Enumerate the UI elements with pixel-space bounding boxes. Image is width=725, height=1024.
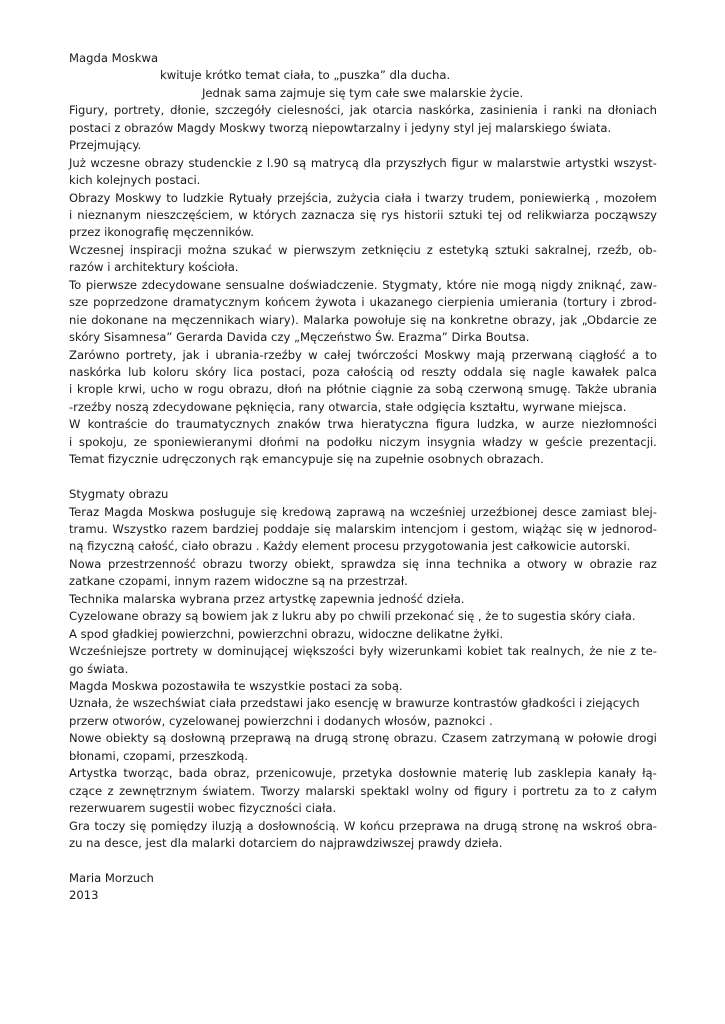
section-2-body <box>69 504 657 853</box>
intro-line-2: Jednak sama zajmuje się tym całe swe malarskie życie. <box>202 85 524 100</box>
text-line: zatkane czopami, innym razem widoczne są na przestrzał. <box>69 574 408 589</box>
text-line: razów i architektury kościoła. <box>69 260 239 275</box>
paragraph-gap <box>69 852 657 869</box>
text-line: czące z zewnętrznym światem. Tworzy malarski spektakl wolny od figury i portretu za to z całym <box>69 783 657 798</box>
text-line: Nowe obiekty są dosłowną przeprawą na drugą stronę obrazu. Czasem zatrzymaną w połowie drogi <box>69 731 657 746</box>
text-line: i nieznanym nieszczęściem, w których zaznacza się rys historii sztuki tej od relikwiarza począwszy <box>69 207 657 222</box>
text-line: To pierwsze zdecydowane sensualne doświadczenie. Stygmaty, które nie mogą nigdy zniknąć, zaw- <box>69 277 657 292</box>
text-line: przerw otworów, cyzelowanej powierzchni i dodanych włosów, paznokci . <box>69 713 493 728</box>
section-1-body <box>69 102 657 468</box>
text-line: naskórka lub koloru skóry lica postaci, poza całością od reszty oddala się nagle kawałek palca <box>69 365 657 380</box>
text-line: Cyzelowane obrazy są bowiem jak z lukru aby po chwili przekonać się , że to sugestia skóry ciała. <box>69 609 636 624</box>
text-line: W kontraście do traumatycznych znaków trwa hieratyczna figura ludzka, w aurze niezłomności <box>69 417 657 432</box>
text-line: Już wczesne obrazy studenckie z l.90 są matrycą dla przyszłych figur w malarstwie artystki wszyst- <box>69 155 657 170</box>
text-line: Gra toczy się pomiędzy iluzją a dosłownością. W końcu przeprawa na drugą stronę na wskroś obra- <box>69 818 657 833</box>
text-line: postaci z obrazów Magdy Moskwy tworzą niepowtarzalny i jedyny styl jej malarskiego świata. <box>69 120 612 135</box>
text-line: i krople krwi, ucho w rogu obrazu, dłoń na płótnie ciągnie za sobą czerwoną smugę. Także ubrania <box>69 382 657 397</box>
paragraph-gap <box>69 469 657 486</box>
text-line: Zarówno portrety, jak i ubrania-rzeźby w całej twórczości Moskwy mają przerwaną ciągłość a to <box>69 347 657 362</box>
text-line: Technika malarska wybrana przez artystkę zapewnia jedność dzieła. <box>69 591 465 606</box>
text-line: Temat fizycznie udręczonych rąk emancypuje się na zupełnie osobnych obrazach. <box>69 452 544 467</box>
text-line: Teraz Magda Moskwa posługuje się kredową zaprawą na wcześniej urzeźbionej desce zamiast blej- <box>69 504 657 519</box>
signature-year: 2013 <box>69 888 99 903</box>
author-name: Magda Moskwa <box>69 51 159 65</box>
section-2-title: Stygmaty obrazu <box>69 487 169 502</box>
text-line: Obrazy Moskwy to ludzkie Rytuały przejścia, zużycia ciała i twarzy trudem, poniewierką , mozołem <box>69 190 657 205</box>
text-line: Artystka tworząc, bada obraz, przenicowuje, przetyka dosłownie materię lub zasklepia kanały łą- <box>69 766 657 781</box>
text-line: Uznała, że wszechświat ciała przedstawi jako esencję w brawurze kontrastów gładkości i ziejących <box>69 696 640 711</box>
text-line: Wczesnej inspiracji można szukać w pierwszym zetknięciu z estetyką sztuki sakralnej, rzeźb, ob- <box>69 242 657 257</box>
text-line: ną fizyczną całość, ciało obrazu . Każdy element procesu przygotowania jest całkowicie autorski. <box>69 539 631 554</box>
text-line: skóry Sisamnesa” Gerarda Davida czy „Męczeństwo Św. Erazma” Dirka Boutsa. <box>69 330 530 345</box>
text-line: go świata. <box>69 661 129 676</box>
text-line: kich kolejnych postaci. <box>69 173 201 188</box>
text-line: Nowa przestrzenność obrazu tworzy obiekt, sprawdza się inna technika a otwory w obrazie raz <box>69 556 657 571</box>
text-line: -rzeźby noszą zdecydowane pęknięcia, rany otwarcia, stałe odgięcia kształtu, wyrwane miejsca. <box>69 399 627 414</box>
text-line: Przejmujący. <box>69 138 142 153</box>
text-line: przez ikonografię męczenników. <box>69 225 254 240</box>
text-line: Figury, portrety, dłonie, szczegóły cielesności, jak otarcia naskórka, zasinienia i ranki na dłoniach <box>69 103 657 118</box>
text-line: błonami, czopami, przeszkodą. <box>69 748 249 763</box>
text-line: A spod gładkiej powierzchni, powierzchni obrazu, widoczne delikatne żyłki. <box>69 626 504 641</box>
text-line: Wcześniejsze portrety w dominującej większości były wizerunkami kobiet tak realnych, że nie z te- <box>69 644 657 659</box>
intro-line-1: kwituje krótko temat ciała, to „puszka” dla ducha. <box>160 68 451 83</box>
signature-name: Maria Morzuch <box>69 870 154 885</box>
document-page <box>69 50 657 905</box>
text-line: Magda Moskwa pozostawiła te wszystkie postaci za sobą. <box>69 679 403 694</box>
text-line: i spokoju, ze sponiewieranymi dłońmi na podołku niczym insygnia władzy w geście prezentacji. <box>69 434 657 449</box>
text-line: zu na desce, jest dla malarki dotarciem do najprawdziwszej prawdy dzieła. <box>69 836 503 851</box>
text-line: tramu. Wszystko razem bardziej poddaje się malarskim intencjom i gestom, wiążąc się w jednorod- <box>69 522 657 537</box>
text-line: nie dokonane na męczennikach wiary). Malarka powołuje się na konkretne obrazy, jak „Obdarcie ze <box>69 312 657 327</box>
text-line: sze poprzedzone dramatycznym końcem żywota i ukazanego cierpienia umierania (tortury i zbrod- <box>69 295 657 310</box>
text-line: rezerwuarem sugestii wobec fizyczności ciała. <box>69 801 337 816</box>
